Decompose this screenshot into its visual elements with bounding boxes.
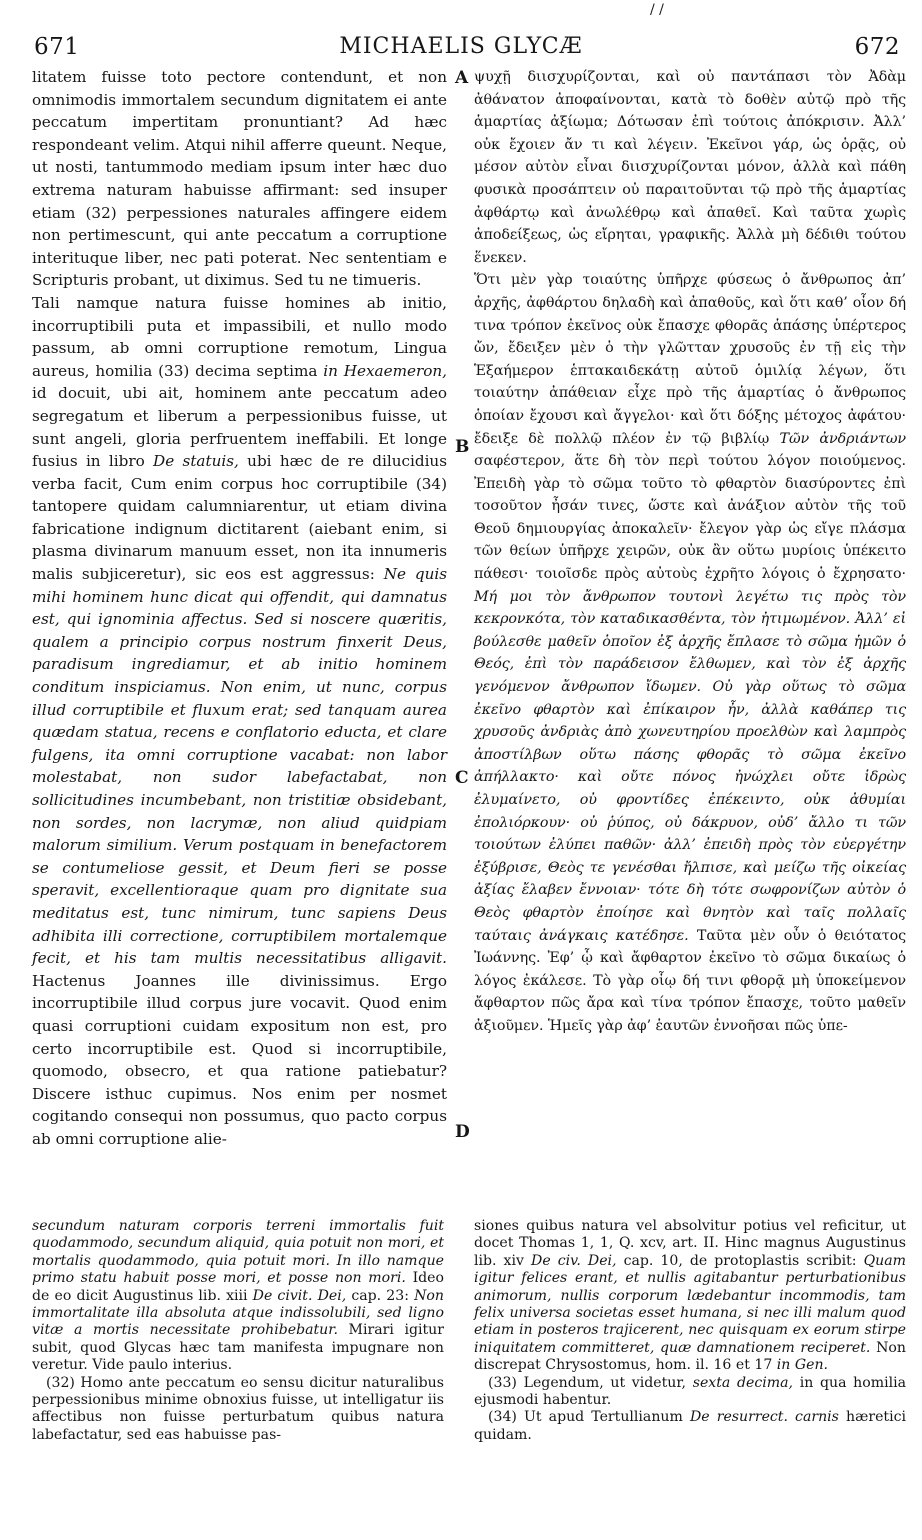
footnote-text: Ideo de eo dicit Augustinus lib. xiii — [32, 1270, 444, 1304]
footnotes-left — [32, 1218, 444, 1444]
margin-letter-b: B — [455, 437, 470, 457]
latin-paragraph — [32, 292, 447, 1151]
greek-column — [474, 66, 906, 1038]
margin-letter-d: D — [455, 1122, 470, 1142]
footnote-text: cap. 23: — [351, 1287, 409, 1304]
greek-text: Ὅτι μὲν γὰρ τοιαύτης ὑπῆρχε φύσεως ὁ ἄνθρωπος ἀπ’ ἀρχῆς, ἀφθάρτου δηλαδὴ καὶ ἀπαθοῦς, καὶ ὅτι καθ’ οἷον δή τινα τρόπον ἐκεῖνος οὐκ ἔπασχε φθορᾶς ἁπάσης ὑπέρτερος ὤν, ἔδειξεν μὲν ὁ τὴν γλῶτταν χρυσοῦς ἐν τῇ εἰς τὴν Ἑξαήμερον ἑπτακαιδεκάτῃ αὐτοῦ ὁμιλίᾳ λέγων, ὅτι τοιαύτην ἀπάθειαν εἶχε πρὸ τῆς ἁμαρτίας ὁ ἄνθρωπος ὁποίαν ἔχουσι καὶ ἄγγελοι· καὶ ὅτι δόξης μέτοχος ἀφάτου· ἔδειξε δὲ πολλῷ πλέον ἐν τῷ βιβλίῳ — [474, 272, 906, 447]
footnote-text: hæretici quidam. — [474, 1409, 906, 1443]
latin-text: Tali namque natura fuisse homines ab initio, incorruptibili puta et impassibili, et nullo modo passum, ab omni corruptione remotum, Lingua aureus, homilia (33) decima septima — [32, 293, 447, 380]
footnote-title: sexta decima, — [692, 1374, 794, 1391]
footnote — [474, 1218, 906, 1375]
page-number-left: 671 — [34, 34, 80, 60]
footnote-quote: Non immortalitate illa absoluta atque indissolubili, sed ligno vitæ a mortis necessitate prohibebatur. — [32, 1287, 444, 1339]
footnote-title: in Gen. — [776, 1357, 829, 1374]
footnote-text: (33) Legendum, ut videtur, — [488, 1374, 687, 1391]
corner-mark: / / — [650, 2, 664, 18]
latin-title: De statuis, — [153, 452, 239, 471]
footnote-title: De civ. Dei, — [531, 1252, 617, 1269]
page-number-right: 672 — [854, 34, 900, 60]
latin-text: ubi hæc de re dilucidius verba facit, Cum enim corpus hoc corruptibile (34) tantopere quidam calumniarentur, ut etiam divina fabricatione indignum dictitarent (aiebant enim, si plasma divinarum manuum esset, non ita innumeris malis subjiceretur), sic eos est aggressus: — [32, 452, 448, 584]
footnote-text: Non discrepat Chrysostomus, hom. il. 16 et 17 — [474, 1339, 906, 1374]
margin-letter-a: A — [455, 68, 469, 88]
greek-quotation: Μή μοι τὸν ἄνθρωπον τουτονὶ λεγέτω τις πρὸς τὸν κεκρονκότα, τὸν καταδικασθέντα, τὸν ἠτιμωμένον. Ἀλλ’ εἰ βούλεσθε μαθεῖν ὁποῖον ἐξ ἀρχῆς ἔπλασε τὸ σῶμα ἡμῶν ὁ Θεός, ἐπὶ τὸν παράδεισον ἔλθωμεν, καὶ τὸν ἐξ ἀρχῆς γενόμενον ἄνθρωπον ἴδωμεν. Οὐ γὰρ οὕτως τὸ σῶμα ἐκεῖνο φθαρτὸν καὶ ἐπίκαιρον ἦν, ἀλλὰ καθάπερ τις χρυσοῦς ἀνδριὰς ἀπὸ χωνευτηρίου προελθὼν καὶ λαμπρὸς ἀποστίλβων οὕτω πάσης φθορᾶς τὸ σῶμα ἐκεῖνο ἀπήλλακτο· καὶ οὔτε πόνος ἠνώχλει οὔτε ἱδρὼς ἐλυμαίνετο, οὐ φροντίδες ἐπέκειντο, οὐκ ἀθυμίαι ἐπολιόρκουν· οὐ ῥύπος, οὐ δάκρυον, οὐδ’ ἄλλο τι τῶν τοιούτων ἐλύπει παθῶν· ἀλλ’ ἐπειδὴ πρὸς τὸν εὐεργέτην ἐξύβρισε, Θεὸς τε γενέσθαι ἤλπισε, καὶ μείζω τῆς οἰκείας ἀξίας ἔλαβεν ἔννοιαν· τότε δὴ τότε σωφρονίζων αὐτὸν ὁ Θεὸς φθαρτὸν ἐποίησε καὶ θνητὸν καὶ ταῖς πολλαῖς ταύταις ἀνάγκαις κατέδησε. — [474, 588, 906, 944]
greek-text: Ταῦτα μὲν οὖν ὁ θειότατος Ἰωάννης. Ἐφ’ ᾧ καὶ ἄφθαρτον ἐκεῖνο τὸ σῶμα δικαίως ὁ λόγος ἐκάλεσε. Τὸ γὰρ οἷῳ δή τινι φθορᾷ μὴ ὑποκείμενον ἄφθαρτον πῶς ἄρα καὶ τίνα τρόπον ἔπασχε, τοῦτο μαθεῖν ἀξιοῦμεν. Ἡμεῖς γὰρ ἀφ’ ἑαυτῶν ἐννοῆσαι πῶς ὑπε- — [474, 927, 906, 1034]
footnote-32: (32) Homo ante peccatum eo sensu dicitur naturalibus perpessionibus minime obnoxius fuisse, ut intelligatur iis affectibus non fuisse perturbatum quibus natura labefactatur, sed eas habuisse pas- — [32, 1374, 444, 1443]
latin-paragraph: litatem fuisse toto pectore contendunt, et non omnimodis immortalem secundum dignitatem ei ante peccatum impertitam pronuntiant? Ad hæc respondeant velim. Atqui nihil afferre queunt. Neque, ut nosti, tantummodo mediam ipsum inter hæc duo extrema naturam habuisse affirmant: sed insuper etiam (32) perpessiones naturales affingere eidem non pertimescunt, qui ante peccatum a corruptione interituque liber, nec pati poterat. Nec sententiam e Scripturis probant, ut diximus. Sed tu ne timueris. — [32, 68, 447, 290]
greek-text: σαφέστερον, ἅτε δὴ τὸν περὶ τούτου λόγον ποιούμενος. Ἐπειδὴ γὰρ τὸ σῶμα τοῦτο τὸ φθαρτὸν διασύροντες ἐπὶ τοσοῦτον ἦσάν τινες, ὥστε καὶ ἀνάξιον αὐτὸν τῆς τοῦ Θεοῦ δημιουργίας ἀποκαλεῖν· ἔλεγον γὰρ ὡς εἴγε πλάσμα τῶν θείων ὑπῆρχε χειρῶν, οὐκ ἂν οὕτω μυρίοις ὑπέκειτο πάθεσι· τοιοῖσδε πρὸς αὐτοὺς ἐχρῆτο λόγοις ὁ ἔχρησατο· — [474, 453, 906, 583]
greek-paragraph: ψυχῇ διισχυρίζονται, καὶ οὐ παντάπασι τὸν Ἀδὰμ ἀθάνατον ἀποφαίνονται, κατὰ τὸ δοθὲν αὐτῷ πρὸ τῆς ἁμαρτίας ἀξίωμα; Δότωσαν ἐπὶ τούτοις ἀπόκρισιν. Ἀλλ’ οὐκ ἔχοιεν ἄν τι καὶ λέγειν. Ἐκεῖνοι γάρ, ὡς ὁρᾷς, οὐ μέσον αὐτὸν εἶναι διισχυρίζονται μόνον, ἀλλὰ καὶ πάθη φυσικὰ προσάπτειν οὐ παραιτοῦνται τῷ πρὸ τῆς ἁμαρτίας ἀφθάρτῳ καὶ ἀνωλέθρῳ καὶ ἀπαθεῖ. Καὶ ταῦτα χωρὶς ἀποδείξεως, ὡς εἴρηται, γραφικῆς. Ἀλλὰ μὴ δέδιθι τούτου ἕνεκεν. — [474, 69, 906, 266]
margin-letter-c: C — [455, 768, 469, 788]
latin-text: Hactenus Joannes ille divinissimus. Ergo incorruptibile illud corpus jure vocavit. Quod enim quasi corruptioni cuidam expositum non est, pro certo incorruptibile est. Quod si incorruptibile, quomodo, obsecro, et qua ratione patiebatur? Discere isthuc cupimus. Nos enim per nosmet cogitando consequi non possumus, quo pacto corpus ab omni corruptione alie- — [32, 971, 447, 1148]
greek-paragraph — [474, 269, 906, 1037]
footnote-text: in qua homilia ejusmodi habentur. — [474, 1374, 906, 1409]
footnote-text: cap. 10, de protoplastis scribit: — [623, 1252, 857, 1269]
footnote-text: siones quibus natura vel absolvitur potius vel reficitur, ut docet Thomas 1, 1, Q. xcv, art. II. Hinc magnus Augustinus lib. xiv — [474, 1218, 906, 1269]
greek-title: Τῶν ἀνδριάντων — [779, 430, 906, 447]
footnote-34 — [474, 1409, 906, 1444]
footnote-quote: secundum naturam corporis terreni immortalis fuit quodammodo, secundum aliquid, quia potuit non mori, et mortalis quodammodo, quia potuit mori. In illo namque primo statu habuit posse mori, et posse non mori. — [32, 1218, 444, 1287]
latin-quotation: Ne quis mihi hominem hunc dicat qui offendit, qui damnatus est, qui ignominia affectus. Sed si noscere quæritis, qualem a principio corpus nostrum finxerit Deus, paradisum ingrediamur, et ab initio hominem conditum inspiciamus. Non enim, ut nunc, corpus illud corruptibile et fluxum erat; sed tanquam aurea quædam statua, recens e conflatorio educta, et clare fulgens, ita omni corruptione vacabat: non labor molestabat, non sudor labefactabat, non sollicitudines incumbebant, non tristitiæ obsidebant, non sordes, non lacrymæ, non aliud quidpiam malorum similium. Verum postquam in benefactorem se contumeliose gessit, et Deum fieri se posse speravit, excellentioraque quam pro dignitate sua meditatus est, tunc nimirum, tunc sapiens Deus adhibita illi correctione, corruptibilem mortalemque fecit, et his tam multis necessitatibus alligavit. — [32, 565, 448, 968]
footnote — [32, 1218, 444, 1375]
footnotes-right — [474, 1218, 906, 1444]
latin-title: in Hexaemeron, — [323, 361, 447, 380]
footnote-quote: Quam igitur felices erant, et nullis agitabantur perturbationibus animorum, nullis corporum lædebantur incommodis, tam felix universa societas esset humana, si nec illi malum quod etiam in posteros trajicerent, nec quisquam ex eorum stirpe iniquitatem committeret, quæ damnationem reciperet. — [474, 1252, 907, 1356]
footnote-title: De resurrect. carnis — [689, 1409, 839, 1426]
latin-column — [32, 66, 447, 1151]
footnote-text: Mirari igitur subit, quod Glycas hæc tam manifesta impugnare non veretur. Vide paulo interius. — [32, 1322, 444, 1374]
footnote-33 — [474, 1375, 906, 1410]
latin-text: id docuit, ubi ait, hominem ante peccatum adeo segregatum et liberum a perpessionibus fuisse, ut sunt angeli, gloria perfruentem ineffabili. Et longe fusius in libro — [32, 384, 447, 471]
footnote-text: (34) Ut apud Tertullianum — [488, 1409, 683, 1426]
running-title: MICHAELIS GLYCÆ — [339, 34, 583, 59]
footnote-title: De civit. Dei, — [252, 1287, 347, 1304]
